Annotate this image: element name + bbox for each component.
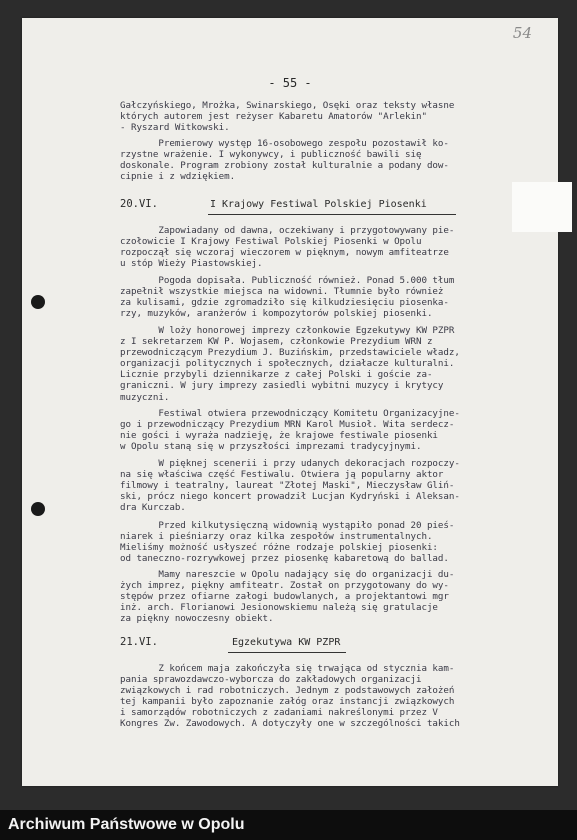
paragraph-6: Festiwal otwiera przewodniczący Komitetu Organizacyjne- go i przewodniczący Prezydium MRN Karol Musioł. Wita serdecz- nie gości i wyraża nadzieję, że krajowe festiwale piosenki w Opolu staną się w przyszłości imprezami tradycyjnymi. [120,408,460,453]
paragraph-9: Mamy nareszcie w Opolu nadający się do organizacji du- żych imprez, piękny amfiteatr. Został on przygotowany do wy- stępów przez ofiarne załogi budowlanych, a projektantowi mgr inż. arch. Florianowi Jesionowskiemu należą się gratulacje za piękny nowoczesny obiekt. [120,569,455,625]
section-date-1: 20.VI. [120,198,158,210]
paragraph-10: Z końcem maja zakończyła się trwająca od stycznia kam- pania sprawozdawczo-wyborcza do zakładowych organizacji związkowych i rad robotniczych. Jednym z podstawowych założeń tej kampanii było zapoznanie załóg oraz instancji związkowych i samorządów robotniczych z zadaniami nakreślonymi przez V Kongres Zw. Zawodowych. A dotyczyły one w szczególności takich [120,663,460,730]
paragraph-8: Przed kilkutysięczną widownią wystąpiło ponad 20 pieś- niarek i pieśniarzy oraz kilka zespołów instrumentalnych. Mieliśmy możność usłyszeć różne rodzaje polskiej piosenki: od taneczno-rozrywkowej przez piosenkę kabaretową do ballad. [120,520,455,565]
section-underline-2 [228,652,346,653]
section-title-2: Egzekutywa KW PZPR [232,637,341,648]
paragraph-5: W loży honorowej imprezy członkowie Egzekutywy KW PZPR z I sekretarzem KW P. Wojasem, członkowie Prezydium WRN z przewodniczącym Prezydium J. Buzińskim, przedstawiciele władz, organizacji politycznych i społecznych, działacze kulturalni. Licznie przybyli dziennikarze z całej Polski i goście za- graniczni. W jury imprezy zasiedli wybitni muzycy i krytycy muzyczni. [120,325,460,403]
punch-hole-bottom [31,502,45,516]
section-title-1: I Krajowy Festiwal Polskiej Piosenki [210,199,427,210]
paragraph-4: Pogoda dopisała. Publiczność również. Ponad 5.000 tłum zapełnił wszystkie miejsca na widowni. Tłumnie było również za kulisami, gdzie zgromadziło się kilkudziesięciu piosenka- rzy, muzyków, aranżerów i kompozytorów polskiej piosenki. [120,275,455,320]
punch-hole-top [31,295,45,309]
page-number: - 55 - [268,76,312,90]
paragraph-3: Zapowiadany od dawna, oczekiwany i przygotowywany pie- czołowicie I Krajowy Festiwal Polskiej Piosenki w Opolu rozpoczął się wczoraj wieczorem w pięknym, nowym amfiteatrze u stóp Wieży Piastowskiej. [120,225,455,270]
paragraph-7: W pięknej scenerii i przy udanych dekoracjach rozpoczy- na się właściwa część Festiwalu. Otwiera ją popularny aktor filmowy i teatralny, laureat "Złotej Maski", Mieczysław Gliń- ski, prócz niego koncert prowadził Lucjan Kydryński i Aleksan- dra Kurczab. [120,458,460,514]
archive-footer [0,810,577,840]
archive-label: Archiwum Państwowe w Opolu [8,816,245,833]
document-page [22,18,558,786]
pencil-page-number: 54 [512,24,532,42]
paragraph-2: Premierowy występ 16-osobowego zespołu pozostawił ko- rzystne wrażenie. I wykonywcy, i publiczność bawili się doskonale. Program zrobiony został kulturalnie a podany dow- cipnie i z wdziękiem. [120,138,449,183]
paragraph-1: Gałczyńskiego, Mrożka, Swinarskiego, Osęki oraz teksty własne których autorem jest reżyser Kabaretu Amatorów "Arlekin" - Ryszard Witkowski. [120,100,455,134]
section-underline-1 [208,214,456,215]
section-date-2: 21.VI. [120,636,158,648]
